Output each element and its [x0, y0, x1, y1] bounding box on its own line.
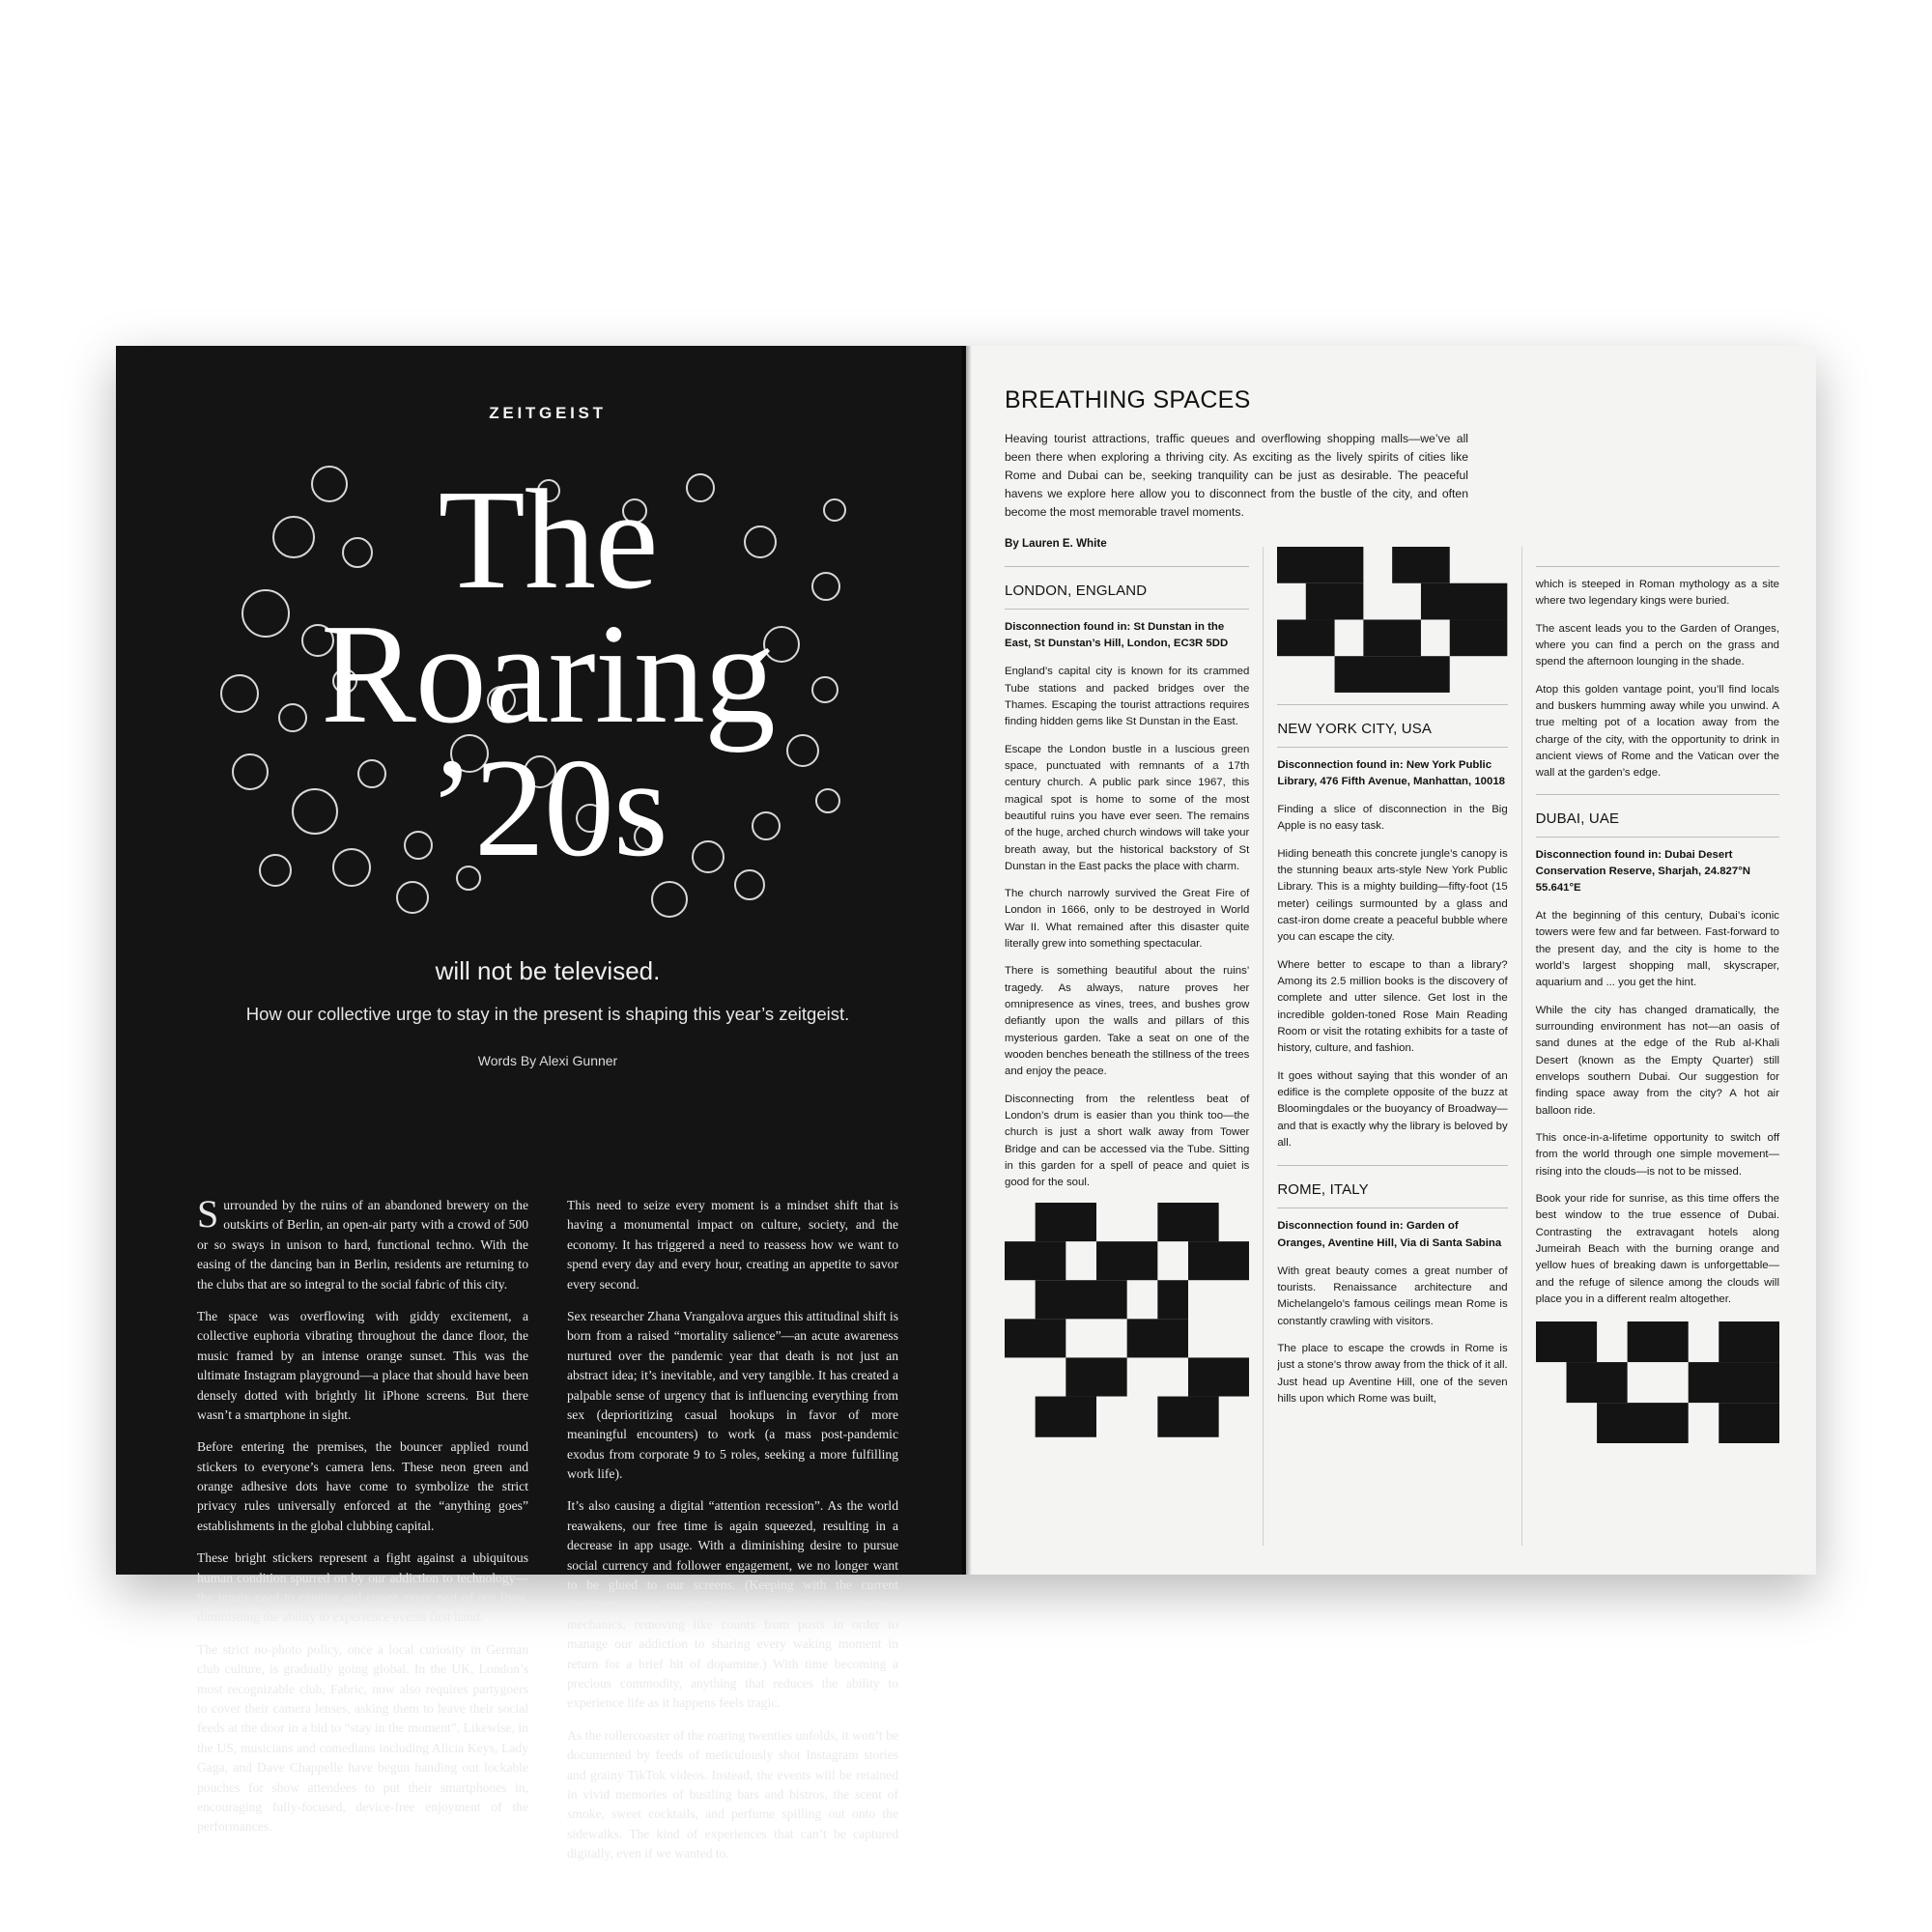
section-paragraph: At the beginning of this century, Dubai’s iconic towers were few and far between. Fast-forward to the present day, and the city is home to the world’s largest shopping mall, skyscraper, aquarium and ... you get the hint.	[1535, 909, 1779, 989]
body-paragraph: As the rollercoaster of the roaring twenties unfolds, it won’t be documented by feeds of meticulously shot Instagram stories and grainy TikTok videos. Instead, the events will be retained in vivid memories of bustling bars and bistros, the scent of smoke, sweet cocktails, and perfume spilling out onto the sidewalks. The kind of experiences that can’t be captured digitally, even if we wanted to.	[567, 1727, 898, 1861]
section-lede-dubai: Disconnection found in: Dubai Desert Conservation Reserve, Sharjah, 24.827°N 55.641°E	[1535, 848, 1751, 894]
article-byline: By Lauren E. White	[1005, 536, 1107, 550]
deck	[197, 956, 898, 1068]
spread-gutter-shadow	[962, 346, 972, 1575]
section-paragraph: Disconnecting from the relentless beat of London’s drum is easier than you think too—the church is just a short walk away from Tower Bridge and can be accessed via the Tube. Sitting in this garden for a spell of peace and quiet is good for the soul.	[1005, 1093, 1250, 1189]
section-paragraph: There is something beautiful about the ruins’ tragedy. As always, nature proves her omnipresence as vines, trees, and bushes grow defiantly upon the walls and pillars of this mysterious garden. Take a seat on one of the wooden benches beneath the stillness of the trees and enjoy the peace.	[1005, 965, 1250, 1078]
section-paragraph: Where better to escape to than a library? Among its 2.5 million books is the discovery of complete and utter silence. Get lost in the incredible golden-toned Rose Main Reading Room or visit the rotating exhibits for a taste of history, culture, and fashion.	[1277, 958, 1508, 1055]
body-paragraph: The space was overflowing with giddy excitement, a collective euphoria vibrating throughout the dance floor, the music framed by an intense orange sunset. This was the ultimate Instagram playground—a place that should have been densely dotted with brightly lit iPhone screens. But there wasn’t a smartphone in sight.	[197, 1308, 528, 1422]
continuation-paragraph: Atop this golden vantage point, you’ll find locals and buskers humming away while you unwind. A true melting pot of a location away from the charge of the city, with the opportunity to drink in ancient views of Rome and the Vatican over the wall at the garden’s edge.	[1535, 683, 1779, 780]
right-page	[966, 346, 1816, 1575]
section-paragraph: It goes without saying that this wonder of an edifice is the complete opposite of the buzz at Bloomingdales or the buoyancy of Broadway—and that is exactly why the library is beloved by all.	[1277, 1069, 1508, 1150]
column-dubai	[1521, 547, 1779, 1546]
section-heading-newyork: NEW YORK CITY, USA	[1277, 720, 1433, 737]
divider	[1536, 837, 1779, 838]
divider	[1277, 747, 1507, 748]
section-paragraph: Book your ride for sunrise, as this time offers the best window to the true essence of Dubai. Contrasting the extravagant hotels along Jumeirah Beach with the burning orange and yellow hues of breaking dawn is unforgettable—and the refuge of silence among the clouds will place you in a different realm altogether.	[1535, 1192, 1779, 1305]
column-london	[1005, 547, 1263, 1546]
section-paragraph: The place to escape the crowds in Rome is just a stone’s throw away from the thick of it all. Just head up Aventine Hill, one of the seven hills upon which Rome was built,	[1277, 1342, 1508, 1405]
divider	[1277, 1165, 1507, 1166]
section-heading-rome: ROME, ITALY	[1277, 1181, 1369, 1199]
section-paragraph: Hiding beneath this concrete jungle’s canopy is the stunning beaux arts-style New York Public Library. This is a mighty building—fifty-foot (15 meter) ceilings surmounted by a glass and cast-iron dome create a peaceful bubble where you can escape the city.	[1277, 847, 1508, 944]
checkerboard-graphic	[1277, 547, 1507, 693]
hero-area	[197, 444, 898, 947]
section-paragraph: This once-in-a-lifetime opportunity to switch off from the world through one simple movement—rising into the clouds—is not to be missed.	[1535, 1131, 1779, 1178]
column-newyork-rome	[1263, 547, 1520, 1546]
checkerboard-graphic	[1005, 1203, 1249, 1437]
section-lede-newyork: Disconnection found in: New York Public Library, 476 Fifth Avenue, Manhattan, 10018	[1277, 758, 1506, 788]
left-page	[116, 346, 966, 1861]
body-paragraph: These bright stickers represent a fight against a ubiquitous human condition spurred on by our addiction to technology—the innate need to capture and curate every part of our lives, diminishing the ability to experience events first hand.	[197, 1550, 528, 1625]
circle-decoration	[396, 881, 429, 914]
section-lede-london: Disconnection found in: St Dunstan in the East, St Dunstan’s Hill, London, EC3R 5DD	[1005, 621, 1229, 650]
divider	[1005, 566, 1249, 567]
section-paragraph: Escape the London bustle in a luscious green space, punctuated with remnants of a 17th century church. A public park since 1967, this magical spot is home to some of the most beautiful ruins you have ever seen. The remains of the huge, arched church windows will take your breath away, but the historical backstory of St Dunstan in the East packs the place with charm.	[1005, 743, 1250, 872]
body-paragraph: The strict no-photo policy, once a local curiosity in German club culture, is gradually going global. In the UK, London’s most recognizable club, Fabric, now also requires partygoers to cover their camera lenses, asking them to leave their social feeds at the door in a bid to “stay in the moment”. Likewise, in the US, musicians and comedians including Alicia Keys, Lady Gaga, and Dave Chappelle have begun handing out lockable pouches for show attendees to put their smartphones in, encouraging fully-focused, device-free enjoyment of the performances.	[197, 1641, 528, 1834]
page-title: BREATHING SPACES	[1005, 386, 1251, 413]
section-heading-london: LONDON, ENGLAND	[1005, 582, 1148, 599]
section-paragraph: While the city has changed dramatically, the surrounding environment has not—an oasis of sand dunes at the edge of the Rub al-Khali Desert (known as the Empty Quarter) still envelops southern Dubai. Our suggestion for finding space away from the city? A hot air balloon ride.	[1535, 1004, 1779, 1117]
continuation-paragraph: which is steeped in Roman mythology as a site where two legendary kings were buried.	[1535, 579, 1779, 608]
section-paragraph: England’s capital city is known for its crammed Tube stations and packed bridges over the Thames. Escaping the tourist attractions requires finding hidden gems like St Dunstan in the East.	[1005, 666, 1250, 728]
body-paragraph: Sex researcher Zhana Vrangalova argues this attitudinal shift is born from a raised “mortality salience”—an acute awareness nurtured over the pandemic year that death is not just an abstract idea; it’s inevitable, and very tangible. It has created a palpable sense of urgency that is influencing everything from sex (deprioritizing casual hookups in favor of more meaningful encounters) to work (a mass post-pandemic exodus from corporate 9 to 5 roles, seeking a more fulfilling work life).	[567, 1308, 898, 1482]
body-paragraph: It’s also causing a digital “attention recession”. As the world reawakens, our free time is again squeezed, resulting in a decrease in app usage. With a diminishing desire to pursue social currency and follower engagement, we no longer want to be glued to our screens. (Keeping with the current sentiment, even Instagram has recalibrated its engagement mechanics, removing like counts from posts in order to manage our addiction to sharing every waking moment in return for a brief hit of dopamine.) With time becoming a precious commodity, anything that reduces the ability to experience life as it happens feels tragic.	[567, 1498, 898, 1711]
body-paragraph: Before entering the premises, the bouncer applied round stickers to everyone’s camera lens. These neon green and orange adhesive dots have come to symbolize the strict privacy rules universally enforced at the “anything goes” establishments in the global clubbing capital.	[197, 1439, 528, 1533]
section-paragraph: The church narrowly survived the Great Fire of London in 1666, only to be destroyed in World War II. What remained after this disaster quite literally grew into something spectacular.	[1005, 888, 1250, 951]
article-byline: Words By Alexi Gunner	[477, 1052, 618, 1068]
section-heading-dubai: DUBAI, UAE	[1535, 810, 1620, 827]
divider	[1005, 609, 1249, 610]
section-kicker: ZEITGEIST	[489, 404, 607, 422]
section-paragraph: Finding a slice of disconnection in the Big Apple is no easy task.	[1277, 804, 1508, 833]
continuation-paragraph: The ascent leads you to the Garden of Oranges, where you can find a perch on the grass and spend the afternoon lounging in the shade.	[1535, 622, 1779, 668]
circle-decoration	[651, 881, 688, 918]
hero-title-line-1: The	[438, 461, 658, 619]
section-lede-rome: Disconnection found in: Garden of Oranges, Aventine Hill, Via di Santa Sabina	[1277, 1220, 1502, 1249]
hero-title	[197, 461, 898, 887]
magazine-spread	[116, 346, 1816, 1861]
section-paragraph: With great beauty comes a great number of tourists. Renaissance architecture and Michelangelo’s famous ceilings mean Rome is constantly crawling with visitors.	[1277, 1264, 1508, 1327]
deck-line-1: will not be televised.	[435, 956, 661, 985]
body-paragraph: This need to seize every moment is a mindset shift that is having a monumental impact on culture, society, and the economy. It has triggered a need to reassess how we want to spend every day and every hour, creating an appetite to savor every second.	[567, 1198, 898, 1292]
hero-title-line-3: ’20s	[428, 729, 668, 887]
standfirst: Heaving tourist attractions, traffic queues and overflowing shopping malls—we’ve all been there when exploring a thriving city. As exciting as the lively spirits of cities like Rome and Dubai can be, seeking tranquility can be just as desirable. The peaceful havens we explore here allow you to disconnect from the bustle of the city, and often become the most memorable travel moments.	[1005, 432, 1468, 519]
checkerboard-graphic	[1536, 1321, 1779, 1443]
hero-title-line-2: Roaring	[321, 595, 775, 754]
body-paragraph: Surrounded by the ruins of an abandoned brewery on the outskirts of Berlin, an open-air party with a crowd of 500 or so sways in unison to hard, functional techno. With the easing of the dancing ban in Berlin, residents are returning to the clubs that are so integral to the social fabric of this city.	[197, 1192, 528, 1292]
divider	[1536, 794, 1779, 795]
right-page-columns	[1005, 547, 1779, 1546]
divider	[1536, 566, 1779, 567]
left-page-body	[197, 1192, 898, 1861]
deck-line-2: How our collective urge to stay in the present is shaping this year’s zeitgeist.	[245, 1004, 850, 1024]
divider	[1277, 704, 1507, 705]
